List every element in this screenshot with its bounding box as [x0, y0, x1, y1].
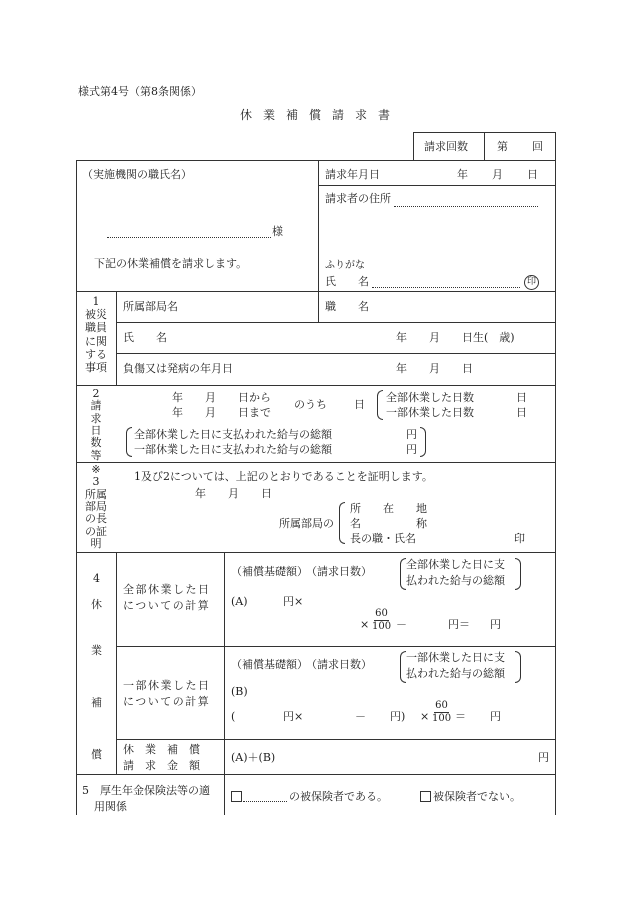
injury-ymd: 年 月 日 — [396, 362, 473, 375]
section1-title: 1 被災 職員 に関 する 事項 — [85, 295, 107, 374]
section4-char-sho: 償 — [91, 748, 102, 761]
full-wages-label: 全部休業した日に支払われた給与の総額 — [134, 428, 332, 441]
a-yen-times: 円× — [283, 595, 304, 608]
b-label: (B) — [231, 685, 248, 698]
section5-title-2: 用関係 — [94, 800, 127, 813]
total-label-1: 休 業 補 償 — [123, 743, 200, 756]
not-insured-label: 被保険者でない。 — [433, 790, 521, 803]
position-label: 職 名 — [325, 300, 369, 313]
partial-wages-yen: 円 — [406, 443, 417, 456]
b-paren-open: ( — [231, 710, 236, 723]
certification-ymd: 年 月 日 — [195, 487, 272, 500]
period-to: 年 月 日まで — [172, 406, 271, 419]
certification-statement: 1及び2については、上記のとおりであることを証明します。 — [134, 470, 433, 483]
section4-char-kyu: 休 — [91, 598, 102, 611]
request-date-label: 請求年月日 — [325, 168, 380, 181]
request-statement: 下記の休業補償を請求します。 — [94, 257, 248, 270]
left-brace-icon — [126, 427, 132, 457]
total-days-unit: 日 — [354, 398, 365, 411]
section4-char-gyo: 業 — [91, 644, 102, 657]
injury-date-label: 負傷又は発病の年月日 — [123, 362, 233, 375]
dept-of-label: 所属部局の — [279, 517, 334, 530]
department-label: 所属部局名 — [123, 300, 178, 313]
section3-title: ※ 3 所属 部局 の長 の証 明 — [85, 463, 107, 550]
not-insured-checkbox[interactable] — [420, 791, 431, 802]
a-yen-equals: 円＝ — [448, 618, 470, 631]
b-yen: 円 — [490, 710, 501, 723]
head-name-label: 長の職・氏名 — [350, 532, 416, 545]
total-formula: (A)＋(B) — [231, 751, 276, 764]
a-minus: － — [396, 618, 407, 631]
full-calc-label-1: 全部休業した日 — [123, 583, 211, 596]
a-yen: 円 — [490, 618, 501, 631]
total-label-2: 請 求 金 額 — [123, 759, 200, 772]
year-label: 年 — [457, 168, 468, 181]
request-count-dai: 第 — [497, 140, 508, 153]
right-brace-icon — [515, 651, 521, 683]
full-wages-yen: 円 — [406, 428, 417, 441]
partial-calc-label-1: 一部休業した日 — [123, 679, 211, 692]
form-number: 様式第4号（第8条関係） — [78, 85, 202, 98]
location-label: 所 在 地 — [350, 502, 427, 515]
victim-name-label: 氏 名 — [123, 331, 167, 344]
of-which-label: のうち — [294, 398, 327, 411]
full-brace-text-1: 全部休業した日に支 — [406, 558, 505, 571]
request-count-label: 請求回数 — [424, 140, 468, 153]
a-fraction: $\frac{60}{100}$ — [372, 608, 392, 632]
right-brace-icon — [420, 427, 426, 457]
insured-checkbox[interactable] — [231, 791, 242, 802]
day-label: 日 — [527, 168, 538, 181]
section5-title-1: 5 厚生年金保険法等の適 — [82, 784, 210, 797]
partial-brace-text-2: 払われた給与の総額 — [406, 667, 505, 680]
total-yen: 円 — [538, 751, 549, 764]
furigana-label: ふりがな — [325, 260, 365, 271]
partial-request-days-label: （請求日数） — [306, 658, 372, 671]
b-fraction: $\frac{60}{100}$ — [432, 700, 452, 724]
full-brace-text-2: 払われた給与の総額 — [406, 574, 505, 587]
b-yen-times: 円× — [283, 710, 304, 723]
partial-days-label: 一部休業した日数 — [386, 406, 474, 419]
dept-name-label: 名 称 — [350, 517, 427, 530]
a-times: × — [360, 618, 370, 631]
b-equals: ＝ — [455, 710, 466, 723]
period-from: 年 月 日から — [172, 391, 271, 404]
full-request-days-label: （請求日数） — [306, 565, 372, 578]
partial-calc-label-2: についての計算 — [123, 695, 211, 708]
left-brace-icon — [377, 390, 383, 420]
section4-char-ho: 補 — [91, 696, 102, 709]
seal-mark-icon: 印 — [524, 275, 539, 290]
sama-label: 様 — [272, 225, 283, 238]
b-minus: － — [355, 710, 366, 723]
address-label: 請求者の住所 — [325, 192, 391, 205]
b-times: × — [420, 710, 430, 723]
full-base-amount-label: （補償基礎額） — [231, 565, 308, 578]
left-brace-icon — [339, 502, 345, 544]
claimant-name-label: 氏 名 — [325, 275, 369, 288]
right-brace-icon — [515, 558, 521, 590]
month-label: 月 — [492, 168, 503, 181]
full-calc-label-2: についての計算 — [123, 599, 211, 612]
partial-wages-label: 一部休業した日に支払われた給与の総額 — [134, 443, 332, 456]
request-count-kai: 回 — [532, 140, 543, 153]
full-days-unit: 日 — [516, 391, 527, 404]
birth-date-label: 年 月 日生( 歳) — [396, 331, 515, 344]
partial-days-unit: 日 — [516, 406, 527, 419]
a-label: (A) — [231, 595, 248, 608]
insured-label: の被保険者である。 — [289, 790, 388, 803]
b-yen-close: 円) — [390, 710, 406, 723]
cert-seal-label: 印 — [514, 532, 525, 545]
partial-brace-text-1: 一部休業した日に支 — [406, 651, 505, 664]
section4-number: 4 — [93, 572, 100, 585]
section2-title: 2 請 求 日 数 等 — [90, 387, 102, 462]
agency-head-label: （実施機関の職氏名） — [82, 168, 192, 181]
partial-base-amount-label: （補償基礎額） — [231, 658, 308, 671]
full-days-label: 全部休業した日数 — [386, 391, 474, 404]
page-title: 休業補償請求書 — [240, 108, 402, 122]
